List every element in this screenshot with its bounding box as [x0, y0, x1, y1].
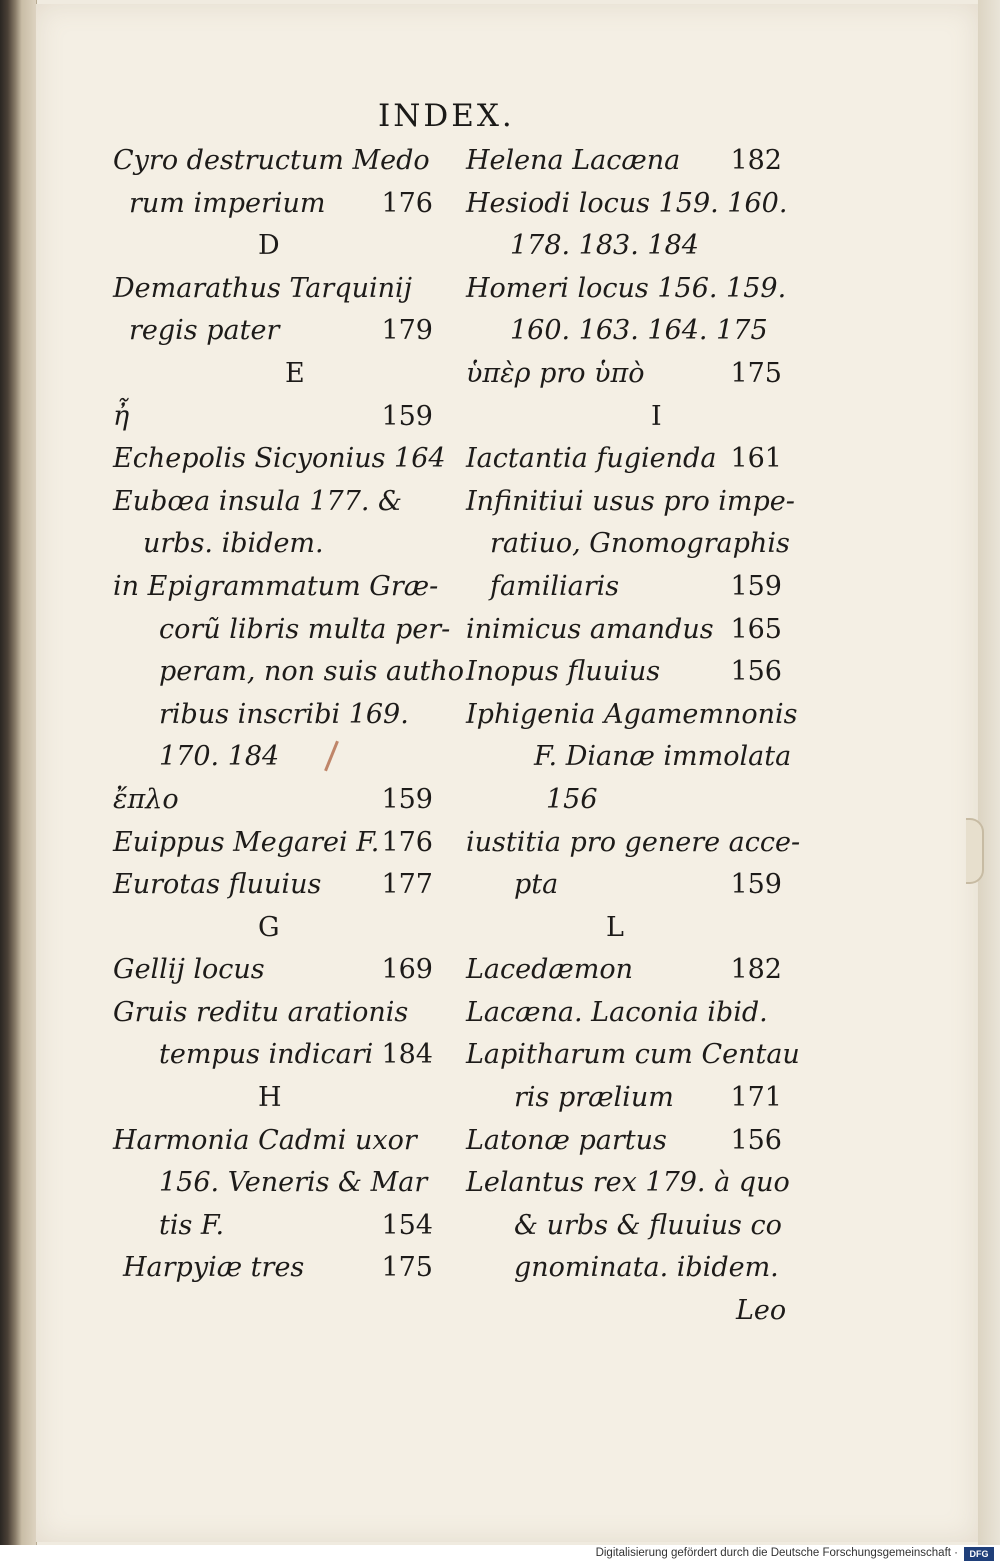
index-page-number: 165: [730, 613, 782, 645]
index-entry: [466, 438, 782, 481]
page-fore-edge: [978, 0, 1000, 1545]
index-page-number: 184: [381, 1039, 433, 1071]
index-page-number: 161: [730, 443, 782, 475]
index-entry: [466, 992, 782, 1035]
index-entry-text: gnominata. ibidem.: [514, 1252, 779, 1284]
index-page-number: 159: [730, 570, 782, 602]
index-entry-text: Hesiodi locus 159. 160.: [466, 187, 788, 219]
index-entry-text: peram, non suis autho: [159, 656, 464, 688]
index-entry: [113, 140, 433, 183]
index-entry-text: ratiuo, Gnomographis: [490, 528, 790, 560]
page-tab: [966, 818, 984, 884]
index-entry: [113, 310, 433, 353]
index-entry: [113, 864, 433, 907]
index-entry-text: tempus indicari: [159, 1039, 374, 1071]
index-entry-text: Echepolis Sicyonius 164: [113, 443, 446, 475]
index-entry: [466, 1034, 800, 1077]
index-letter-heading: [466, 907, 782, 950]
index-entry: [466, 140, 782, 183]
index-entry-text: Lacedæmon: [466, 954, 634, 986]
index-entry-text: in Epigrammatum Græ-: [113, 570, 439, 602]
index-entry: [466, 566, 782, 609]
index-entry-text: ris prælium: [514, 1082, 674, 1114]
index-page-number: 154: [381, 1209, 433, 1241]
index-entry-text: Iphigenia Agamemnonis: [466, 698, 798, 730]
index-entry: [466, 1205, 782, 1248]
index-entry-text: Lelantus rex 179. à quo: [466, 1167, 790, 1199]
index-entry-text: Harmonia Cadmi uxor: [113, 1124, 417, 1156]
index-entry: [466, 949, 782, 992]
index-entry-text: Lacæna. Laconia ibid.: [466, 996, 768, 1028]
index-entry-text: ὑπὲρ pro ὑπὸ: [466, 357, 645, 389]
index-entry-text: Leo: [736, 1295, 787, 1327]
index-entry: [466, 736, 792, 779]
index-entry: [113, 1205, 433, 1248]
index-entry-text: ribus inscribi 169.: [159, 698, 409, 730]
index-entry-text: Iactantia fugienda: [466, 443, 717, 475]
index-entry: [466, 822, 801, 865]
index-entry-text: Gruis reditu arationis: [113, 996, 409, 1028]
index-entry: [113, 949, 433, 992]
index-entry: [113, 1162, 433, 1205]
index-entry: [113, 1120, 433, 1163]
index-entry: [113, 396, 433, 439]
index-letter-heading: [113, 353, 433, 396]
footer-credit-text: Digitalisierung gefördert durch die Deutsche Forschungsgemeinschaft ·: [595, 1547, 958, 1559]
index-entry-text: urbs. ibidem.: [143, 528, 324, 560]
index-letter-heading: [466, 396, 782, 439]
index-letter-heading: [113, 225, 433, 268]
index-column-left: [113, 140, 464, 1290]
index-entry-text: ἔπλο: [113, 783, 179, 815]
index-entry: [466, 183, 788, 226]
index-page-number: 159: [381, 783, 433, 815]
index-page-number: 176: [381, 826, 433, 858]
index-page-number: 177: [381, 869, 433, 901]
book-binding: [0, 0, 22, 1545]
index-entry-text: pta: [514, 869, 559, 901]
index-entry-text: & urbs & fluuius co: [514, 1209, 782, 1241]
index-entry: [113, 609, 451, 652]
index-entry: [466, 1162, 790, 1205]
index-page-number: 182: [730, 954, 782, 986]
index-entry: [466, 268, 787, 311]
dfg-logo: DFG: [964, 1547, 994, 1561]
index-entry-text: L: [606, 911, 624, 943]
index-entry-text: 178. 183. 184: [510, 230, 699, 262]
index-entry: [466, 1077, 782, 1120]
index-entry: [113, 822, 433, 865]
digitization-footer: [0, 1545, 1000, 1564]
index-entry: [113, 779, 433, 822]
index-entry: [113, 1247, 433, 1290]
index-page-number: 175: [381, 1252, 433, 1284]
index-entry: [113, 1034, 433, 1077]
adjacent-page-edge: [22, 0, 37, 1545]
index-entry-text: tis F.: [159, 1209, 225, 1241]
index-entry: [113, 736, 433, 779]
index-entry-text: H: [258, 1082, 282, 1114]
index-entry-text: familiaris: [490, 570, 620, 602]
index-letter-heading: [113, 907, 433, 950]
index-page-number: 171: [730, 1082, 782, 1114]
index-column-right: [466, 140, 801, 1333]
index-entry: [113, 481, 433, 524]
index-entry: [466, 1247, 782, 1290]
index-entry-text: corũ libris multa per-: [159, 613, 451, 645]
index-entry-text: E: [285, 357, 305, 389]
index-page-number: 175: [730, 357, 782, 389]
index-entry-text: Latonæ partus: [466, 1124, 667, 1156]
index-entry-text: 170. 184: [159, 741, 280, 773]
index-entry-text: Gellij locus: [113, 954, 265, 986]
index-entry-text: G: [258, 911, 280, 943]
index-entry: [113, 651, 464, 694]
index-entry: [113, 523, 433, 566]
index-entry-text: inimicus amandus: [466, 613, 714, 645]
index-entry-text: regis pater: [129, 315, 280, 347]
index-page-number: 159: [730, 869, 782, 901]
index-page-number: 159: [381, 400, 433, 432]
index-entry-text: ἦ: [113, 400, 130, 432]
index-page-number: 156: [730, 656, 782, 688]
index-entry-text: Lapitharum cum Centau: [466, 1039, 800, 1071]
page-heading: INDEX.: [378, 98, 515, 134]
index-entry-text: Infinitiui usus pro impe-: [466, 485, 795, 517]
index-entry-text: Eurotas fluuius: [113, 869, 322, 901]
index-page-number: 156: [730, 1124, 782, 1156]
index-entry-text: Demarathus Tarquinij: [113, 272, 413, 304]
index-page-number: 169: [381, 954, 433, 986]
index-entry: [466, 1120, 782, 1163]
index-entry: [466, 225, 782, 268]
index-entry: [466, 864, 782, 907]
index-entry: [466, 609, 782, 652]
index-page-number: 179: [381, 315, 433, 347]
index-entry-text: F. Dianæ immolata: [534, 741, 792, 773]
index-entry: [113, 438, 446, 481]
index-entry-text: 156: [546, 783, 598, 815]
index-entry: [466, 481, 795, 524]
index-entry-text: Harpyiæ tres: [123, 1252, 305, 1284]
index-entry-text: Cyro destructum Medo: [113, 145, 430, 176]
index-entry-text: I: [651, 400, 662, 432]
index-entry-text: 160. 163. 164. 175: [510, 315, 768, 347]
index-entry: [466, 779, 782, 822]
index-entry-text: Homeri locus 156. 159.: [466, 272, 787, 304]
index-entry: [466, 353, 782, 396]
index-entry-text: rum imperium: [129, 187, 326, 219]
index-entry-text: Helena Lacæna: [466, 145, 681, 176]
index-entry: [113, 183, 433, 226]
index-entry: [113, 992, 433, 1035]
index-entry: [113, 268, 433, 311]
index-entry: [466, 1290, 787, 1333]
index-page-number: 182: [730, 145, 782, 176]
index-entry-text: Euippus Megarei F.: [113, 826, 380, 858]
index-entry-text: iustitia pro genere acce-: [466, 826, 801, 858]
index-entry: [466, 651, 782, 694]
index-entry: [113, 694, 433, 737]
index-entry: [466, 523, 790, 566]
index-entry-text: Eubœa insula 177. &: [113, 485, 403, 517]
index-entry: [113, 566, 439, 609]
index-page-number: 176: [381, 187, 433, 219]
index-entry-text: Inopus fluuius: [466, 656, 661, 688]
index-entry: [466, 694, 798, 737]
index-entry-text: D: [258, 230, 280, 262]
index-entry-text: 156. Veneris & Mar: [159, 1167, 428, 1199]
index-letter-heading: [113, 1077, 433, 1120]
index-entry: [466, 310, 782, 353]
